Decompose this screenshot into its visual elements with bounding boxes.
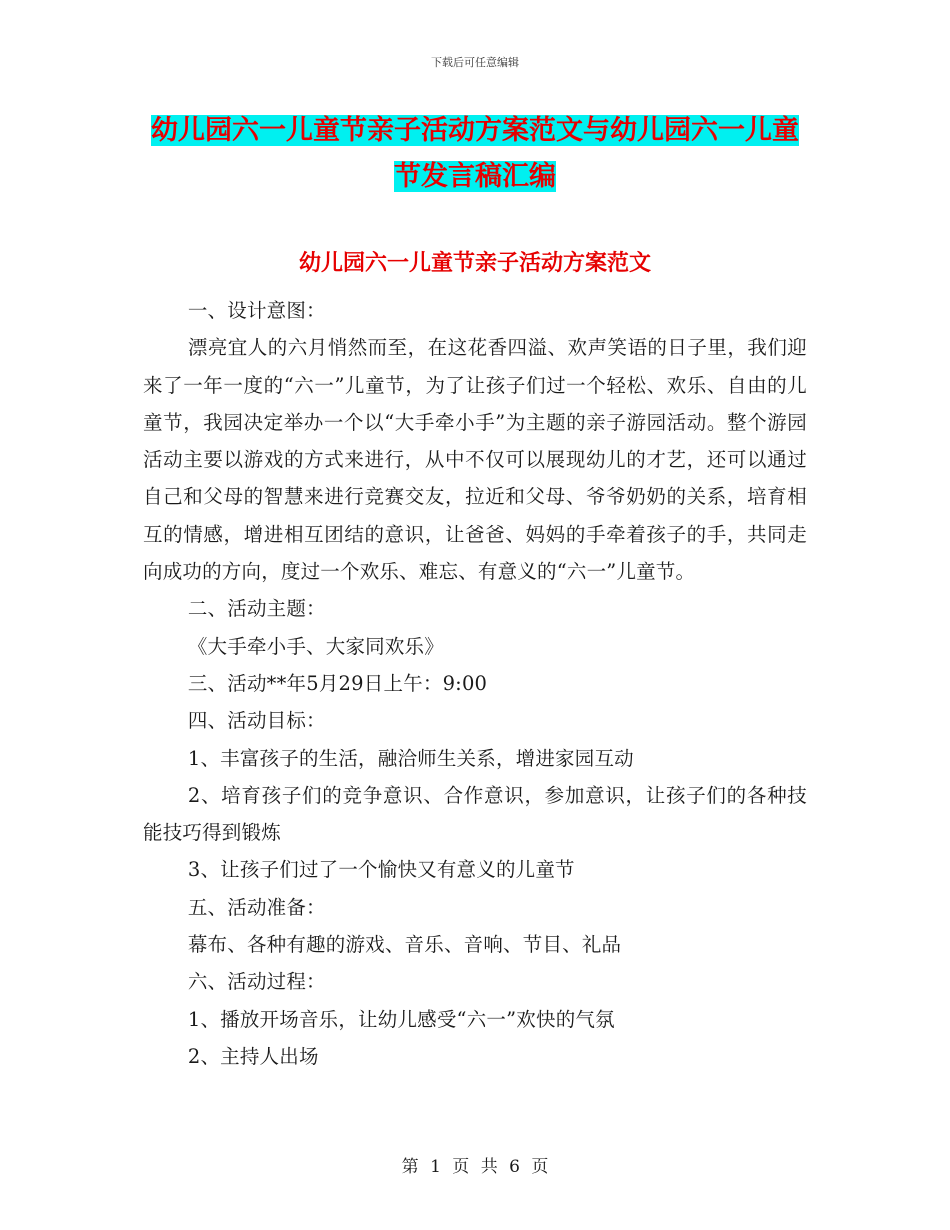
- document-title-text: 幼儿园六一儿童节亲子活动方案范文与幼儿园六一儿童节发言稿汇编: [151, 115, 799, 192]
- paragraph: 3、让孩子们过了一个愉快又有意义的儿童节: [187, 858, 575, 882]
- paragraph: 六、活动过程：: [187, 970, 326, 994]
- paragraph: 《大手牵小手、大家同欢乐》: [187, 634, 444, 658]
- header-note: 下载后可任意编辑: [431, 56, 519, 69]
- document-title: [140, 108, 810, 200]
- section-title: 幼儿园六一儿童节亲子活动方案范文: [298, 251, 651, 276]
- paragraph: 五、活动准备：: [187, 895, 326, 919]
- document-body: [143, 292, 807, 1075]
- paragraph: 幕布、各种有趣的游戏、音乐、音响、节目、礼品: [187, 933, 622, 957]
- paragraph: 四、活动目标：: [187, 709, 326, 733]
- paragraph: 1、播放开场音乐，让幼儿感受“六一”欢快的气氛: [187, 1007, 615, 1031]
- paragraph: 一、设计意图：: [187, 299, 326, 322]
- paragraph: 2、培育孩子们的竞争意识、合作意识，参加意识，让孩子们的各种技能技巧得到锻炼: [143, 783, 807, 845]
- paragraph: 漂亮宜人的六月悄然而至，在这花香四溢、欢声笑语的日子里，我们迎来了一年一度的“六一”儿童节，为了让孩子们过一个轻松、欢乐、自由的儿童节，我园决定举办一个以“大手牵小手”为主题的亲子游园活动。整个游园活动主要以游戏的方式来进行，从中不仅可以展现幼儿的才艺，还可以通过自己和父母的智慧来进行竞赛交友，拉近和父母、爷爷奶奶的关系，培育相互的情感，增进相互团结的意识，让爸爸、妈妈的手牵着孩子的手，共同走向成功的方向，度过一个欢乐、难忘、有意义的“六一”儿童节。: [143, 336, 807, 584]
- paragraph: 二、活动主题：: [187, 597, 326, 621]
- page-footer: 第 1 页 共 6 页: [401, 1157, 549, 1177]
- paragraph: 1、丰富孩子的生活，融洽师生关系，增进家园互动: [187, 746, 634, 770]
- paragraph: 三、活动**年5月29日上午：9:00: [187, 671, 488, 695]
- paragraph: 2、主持人出场: [187, 1044, 319, 1068]
